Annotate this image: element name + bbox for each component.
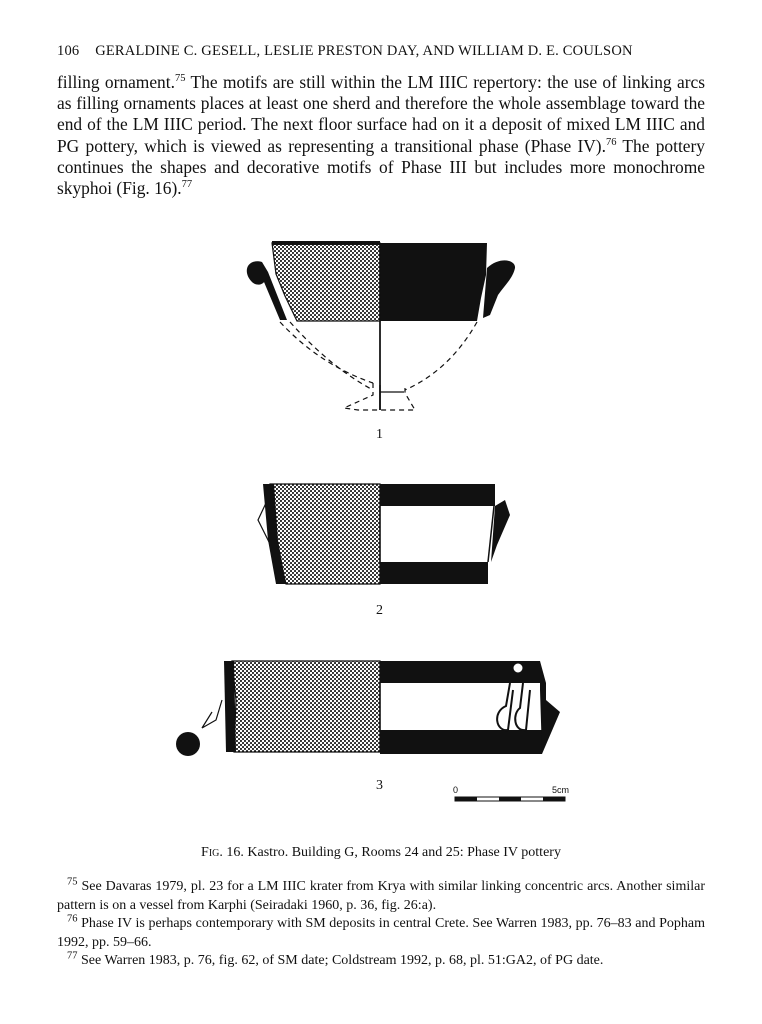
caption-text: 16. Kastro. Building G, Rooms 24 and 25: Phase IV pottery xyxy=(222,845,561,860)
footnote-77 xyxy=(57,952,705,971)
footnote-76 xyxy=(57,915,705,952)
footnote-text: Phase IV is perhaps contemporary with SM deposits in central Crete. See Warren 1983, pp. 76–83 and Popham 1992, pp. 59–66. xyxy=(57,916,705,950)
body-text-1: filling ornament. xyxy=(57,72,175,92)
scale-bar xyxy=(455,797,565,801)
figure-caption xyxy=(0,845,762,861)
footnote-number: 77 xyxy=(67,950,78,962)
footnote-ref-77[interactable]: 77 xyxy=(181,179,193,191)
vessel-1-drawing xyxy=(247,243,515,410)
footnote-text: See Warren 1983, p. 76, fig. 62, of SM date; Coldstream 1992, p. 68, pl. 51:GA2, of PG date. xyxy=(77,953,604,968)
page-number: 106 xyxy=(57,43,80,59)
footnote-number: 75 xyxy=(67,876,78,888)
figure-label-2: 2 xyxy=(376,603,383,618)
body-text-3: The pottery continues the shapes and decorative motifs of Phase III but includes more monochrome skyphoi (Fig. 16). xyxy=(57,135,705,199)
scale-start-label: 0 xyxy=(453,785,459,795)
vessel-3-drawing xyxy=(176,661,560,756)
vessel-2-drawing xyxy=(258,484,510,584)
footnote-ref-75[interactable]: 75 xyxy=(174,73,186,85)
authors-line: GERALDINE C. GESELL, LESLIE PRESTON DAY, AND WILLIAM D. E. COULSON xyxy=(95,43,633,59)
footnote-75 xyxy=(57,878,705,915)
footnote-ref-76[interactable]: 76 xyxy=(605,136,617,148)
body-text-2: The motifs are still within the LM IIIC repertory: the use of linking arcs as filling ornaments places at least one sherd and therefore the whole assemblage toward the end of the LM IIIC period. The next floor surface had on it a deposit of mixed LM IIIC and PG pottery, which is viewed as representing a transitional phase (Phase IV). xyxy=(57,72,705,156)
figure-label-3: 3 xyxy=(376,778,383,793)
caption-fig-label: Fig. xyxy=(201,845,223,860)
footnote-text: See Davaras 1979, pl. 23 for a LM IIIC krater from Krya with similar linking concentric arcs. Another similar pattern is on a vessel from Karphi (Seiradaki 1960, p. 36, fig. 26:a). xyxy=(57,879,705,913)
footnote-number: 76 xyxy=(67,913,78,925)
figure-label-1: 1 xyxy=(376,427,383,442)
scale-end-label: 5cm xyxy=(552,785,570,795)
footnotes xyxy=(57,878,705,971)
